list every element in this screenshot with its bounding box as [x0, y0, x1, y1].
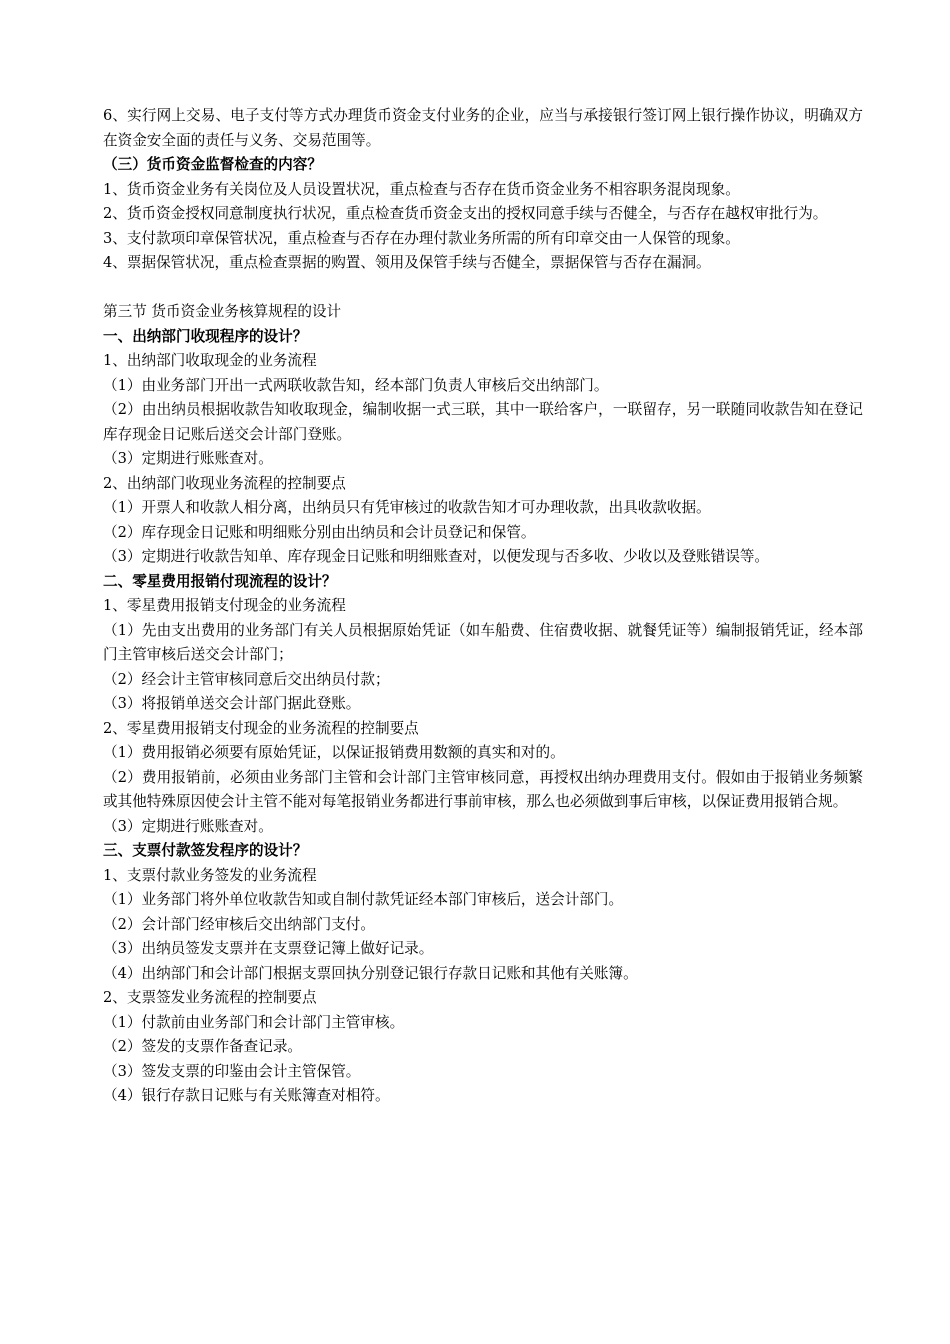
- list-item: （2）会计部门经审核后交出纳部门支付。: [103, 915, 375, 933]
- paragraph: 3、支付款项印章保管状况，重点检查与否存在办理付款业务所需的所有印章交由一人保管的现象。: [103, 229, 740, 247]
- list-item: （3）定期进行账账查对。: [103, 450, 273, 467]
- list-item: （3）签发支票的印鉴由会计主管保管。: [103, 1062, 361, 1080]
- list-item: （1）费用报销必须要有原始凭证，以保证报销费用数额的真实和对的。: [103, 744, 565, 761]
- list-item: （2）经会计主管审核同意后交出纳员付款；: [103, 670, 390, 688]
- subsection-heading: 1、出纳部门收取现金的业务流程: [103, 352, 317, 369]
- subsection-heading: 2、支票签发业务流程的控制要点: [103, 989, 317, 1006]
- section-heading: 一、出纳部门收现程序的设计？: [103, 327, 308, 345]
- list-item: （2）费用报销前，必须由业务部门主管和会计部门主管审核同意，再授权出纳办理费用支付。假如由于报销业务频繁或其他特殊原因使会计主管不能对每笔报销业务都进行事前审核，那么也必须做到事后审核，以保证费用报销合规。: [103, 768, 863, 810]
- document-page: [103, 104, 863, 1109]
- list-item: （2）库存现金日记账和明细账分别由出纳员和会计员登记和保管。: [103, 523, 536, 541]
- list-item: （3）定期进行收款告知单、库存现金日记账和明细账查对，以便发现与否多收、少收以及登账错误等。: [103, 548, 770, 565]
- paragraph: 1、货币资金业务有关岗位及人员设置状况，重点检查与否存在货币资金业务不相容职务混岗现象。: [103, 180, 740, 198]
- subsection-heading: 2、零星费用报销支付现金的业务流程的控制要点: [103, 719, 419, 737]
- list-item: （1）先由支出费用的业务部门有关人员根据原始凭证（如车船费、住宿费收据、就餐凭证等）编制报销凭证，经本部门主管审核后送交会计部门；: [103, 621, 863, 663]
- subsection-heading: 1、零星费用报销支付现金的业务流程: [103, 597, 346, 614]
- list-item: （2）签发的支票作备查记录。: [103, 1038, 303, 1055]
- list-item: （4）出纳部门和会计部门根据支票回执分别登记银行存款日记账和其他有关账簿。: [103, 964, 638, 982]
- paragraph: 4、票据保管状况，重点检查票据的购置、领用及保管手续与否健全，票据保管与否存在漏洞。: [103, 254, 711, 271]
- list-item: （1）业务部门将外单位收款告知或自制付款凭证经本部门审核后，送会计部门。: [103, 891, 624, 908]
- section-heading: 三、支票付款签发程序的设计？: [103, 842, 308, 859]
- subsection-heading: 2、出纳部门收现业务流程的控制要点: [103, 474, 346, 492]
- subsection-heading: 1、支票付款业务签发的业务流程: [103, 866, 317, 884]
- section-heading: 二、零星费用报销付现流程的设计？: [103, 572, 337, 590]
- section-heading: （三）货币资金监督检查的内容？: [103, 156, 322, 173]
- paragraph: 6、实行网上交易、电子支付等方式办理货币资金支付业务的企业，应当与承接银行签订网上银行操作协议，明确双方在资金安全面的责任与义务、交易范围等。: [103, 107, 863, 149]
- list-item: （1）付款前由业务部门和会计部门主管审核。: [103, 1013, 405, 1031]
- list-item: （3）定期进行账账查对。: [103, 817, 273, 835]
- list-item: （1）开票人和收款人相分离，出纳员只有凭审核过的收款告知才可办理收款，出具收款收据。: [103, 499, 711, 516]
- list-item: （4）银行存款日记账与有关账簿查对相符。: [103, 1087, 390, 1104]
- blank-line: [103, 276, 863, 301]
- list-item: （1）由业务部门开出一式两联收款告知，经本部门负责人审核后交出纳部门。: [103, 376, 609, 394]
- list-item: （2）由出纳员根据收款告知收取现金，编制收据一式三联，其中一联给客户，一联留存，另一联随同收款告知在登记库存现金日记账后送交会计部门登账。: [103, 401, 863, 443]
- list-item: （3）将报销单送交会计部门据此登账。: [103, 695, 361, 712]
- paragraph: 2、货币资金授权同意制度执行状况，重点检查货币资金支出的授权同意手续与否健全，与否存在越权审批行为。: [103, 205, 828, 222]
- chapter-title: 第三节 货币资金业务核算规程的设计: [103, 303, 342, 320]
- list-item: （3）出纳员签发支票并在支票登记簿上做好记录。: [103, 940, 434, 957]
